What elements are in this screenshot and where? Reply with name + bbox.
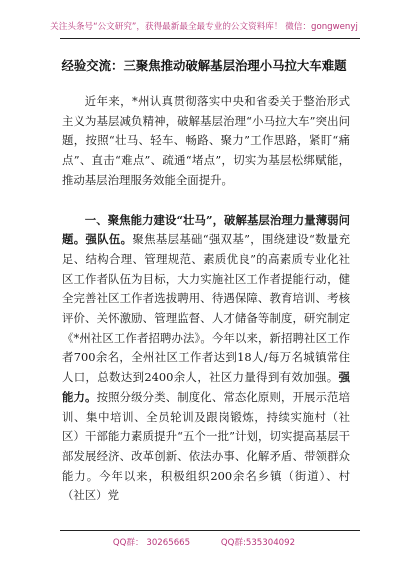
footer xyxy=(0,536,408,548)
section-1-sub2-text: 按照分级分类、制度化、常态化原则，开展示范培训、集中培训、全员轮训及跟岗锻炼，持续实施村（社区）干部能力素质提升“五个一批”计划，切实提高基层干部发展经济、改革创新、依法办事、化解矛盾、带领群众能力。今年以来，积极组织200余名乡镇（街道）、村（社区）党 xyxy=(62,389,350,503)
document-title: 经验交流：三聚焦推动破解基层治理小马拉大车难题 xyxy=(61,58,347,73)
section-1-heading: 一、聚焦能力建设“壮马”，破解基层治理力量薄弱问题。 xyxy=(62,212,350,247)
section-1-sub2-title: 强能力。 xyxy=(62,370,350,404)
header-divider xyxy=(60,38,360,39)
section-1-sub1-text: 聚焦基层基础“强双基”，围绕建设“数量充足、结构合理、管理规范、素质优良”的高素质专业化社区工作者队伍为目标，大力实施社区工作者提能行动，健全完善社区工作者选拔聘用、待遇保障、教育培训、考核评价、关怀激励、管理监督、人才储备等制度，研究制定《*州社区工作者招聘办法》。今年以来，新招聘社区工作者700余名，全州社区工作者达到18人/每万名城镇常住人口，总数达到2400余人，社区力量得到有效加强。 xyxy=(62,232,350,385)
section-1-paragraph xyxy=(62,211,350,507)
intro-paragraph: 近年来，*州认真贯彻落实中央和省委关于整治形式主义为基层减负精神，破解基层治理“小马拉大车”突出问题，按照“壮马、轻车、畅路、聚力”工作思路，紧盯“痛点”、直击“难点”、疏通“堵点”，切实为基层松绑赋能，推动基层治理服务效能全面提升。 xyxy=(62,94,350,187)
section-1-sub1-title: 强队伍。 xyxy=(85,232,133,247)
document-body xyxy=(62,92,350,506)
footer-qq-group-1: QQ群： 30265665 xyxy=(112,538,191,548)
footer-divider xyxy=(60,530,360,531)
footer-qq-group-2: QQ群:535304092 xyxy=(220,538,296,548)
header-banner: 关注头条号“公文研究”，获得最新最全最专业的公文资料库！ 微信：gongwenyj xyxy=(50,22,358,32)
